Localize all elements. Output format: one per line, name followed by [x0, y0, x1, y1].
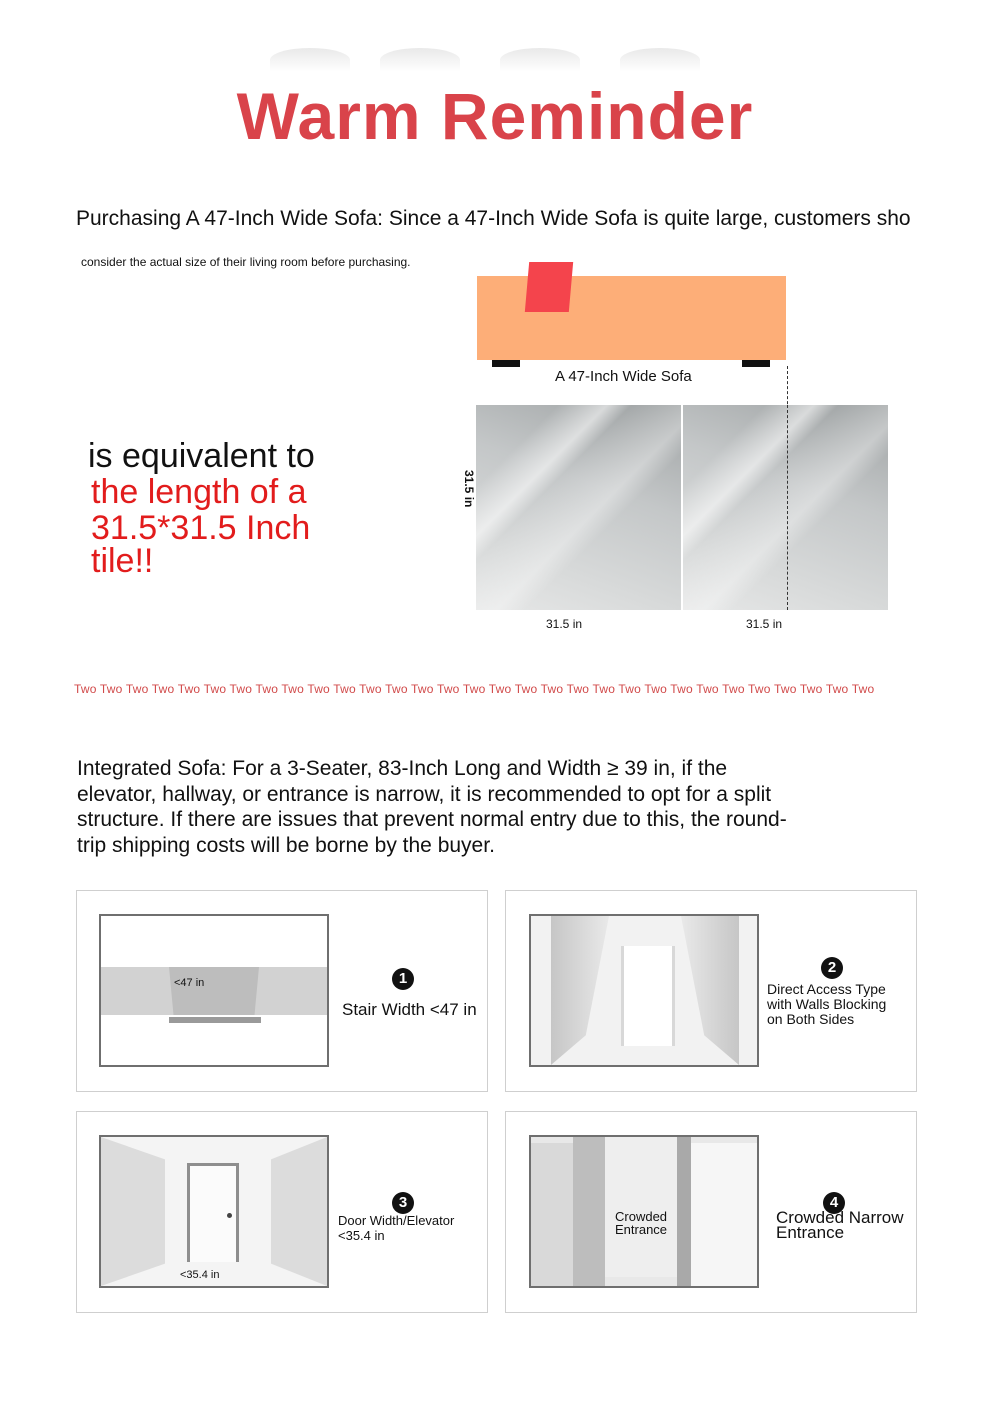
crowded-right-edge: [677, 1137, 691, 1286]
card-label: Door Width/Elevator <35.4 in: [338, 1213, 455, 1243]
tile-width-label: 31.5 in: [546, 617, 583, 631]
integrated-sofa-notice: Integrated Sofa: For a 3-Seater, 83-Inch Long and Width ≥ 39 in, if the elevator, hallway, or entrance is narrow, it is recommended to opt for a split structure. If there are issues that prevent normal entry due to this, the round-trip shipping costs will be borne by the buyer.: [77, 757, 787, 857]
card-label: Crowded Narrow Entrance: [776, 1208, 904, 1242]
room-left-wall: [101, 1137, 165, 1286]
door-frame: [187, 1163, 239, 1262]
step-number-badge: 4: [823, 1192, 845, 1214]
stair-illustration: [99, 914, 329, 1067]
hallway-left-wall: [551, 916, 609, 1065]
cloud-decoration: [620, 48, 700, 72]
room-right-wall: [271, 1137, 327, 1286]
door-width-label: <35.4 in: [180, 1269, 220, 1281]
sofa-label: A 47-Inch Wide Sofa: [555, 368, 692, 385]
crowded-left-block: [531, 1143, 573, 1286]
tile-left: [476, 405, 681, 610]
equivalence-text: [88, 437, 315, 580]
crowded-center: [605, 1137, 677, 1277]
sofa-cushion: [525, 262, 573, 312]
equivalence-highlight: the length of a: [91, 473, 307, 511]
crowded-entrance-label: Crowded Entrance: [615, 1209, 668, 1237]
sofa-body: [477, 276, 786, 360]
card-label: Stair Width <47 in: [342, 1000, 477, 1019]
stair-step: [169, 967, 259, 1015]
cloud-decoration: [380, 48, 460, 72]
cloud-decoration: [500, 48, 580, 72]
card-door-width: [76, 1111, 488, 1313]
card-crowded-entrance: [505, 1111, 917, 1313]
sofa-leg-left: [492, 360, 520, 367]
card-stair-width: [76, 890, 488, 1092]
hallway-doorway: [621, 946, 675, 1046]
repeat-text-row: Two Two Two Two Two Two Two Two Two Two Two Two Two Two Two Two Two Two Two Two Two Two Two Two Two Two Two Two Two Two Two: [74, 682, 875, 696]
card-direct-access: [505, 890, 917, 1092]
crowded-left-edge: [573, 1137, 605, 1286]
step-number-badge: 2: [821, 957, 843, 979]
sofa-leg-right: [742, 360, 770, 367]
stair-width-label: <47 in: [174, 977, 205, 989]
tile-side-label: 31.5 in: [462, 470, 476, 508]
intro-text: Purchasing A 47-Inch Wide Sofa: Since a 47-Inch Wide Sofa is quite large, customers sho: [76, 207, 911, 230]
page-title: Warm Reminder: [236, 79, 754, 153]
step-number-badge: 1: [392, 968, 414, 990]
equivalence-highlight: 31.5*31.5 Inch: [91, 509, 311, 547]
tile-right: [683, 405, 888, 610]
step-number-badge: 3: [392, 1192, 414, 1214]
crowded-right-block: [691, 1143, 757, 1286]
equivalence-line: is equivalent to: [88, 437, 315, 475]
door-illustration: [99, 1135, 329, 1288]
tile-width-label: 31.5 in: [746, 617, 783, 631]
sofa-width-guide-overlay: [787, 405, 788, 610]
hallway-right-wall: [681, 916, 739, 1065]
door-knob: [227, 1213, 232, 1218]
intro-text-continued: consider the actual size of their living room before purchasing.: [81, 255, 411, 269]
equivalence-highlight: tile!!: [91, 542, 154, 580]
card-label: Direct Access Type with Walls Blocking on Both Sides: [767, 981, 887, 1027]
crowded-illustration: [529, 1135, 759, 1288]
cloud-decoration: [270, 48, 350, 72]
stair-base: [169, 1017, 261, 1023]
hallway-illustration: [529, 914, 759, 1067]
